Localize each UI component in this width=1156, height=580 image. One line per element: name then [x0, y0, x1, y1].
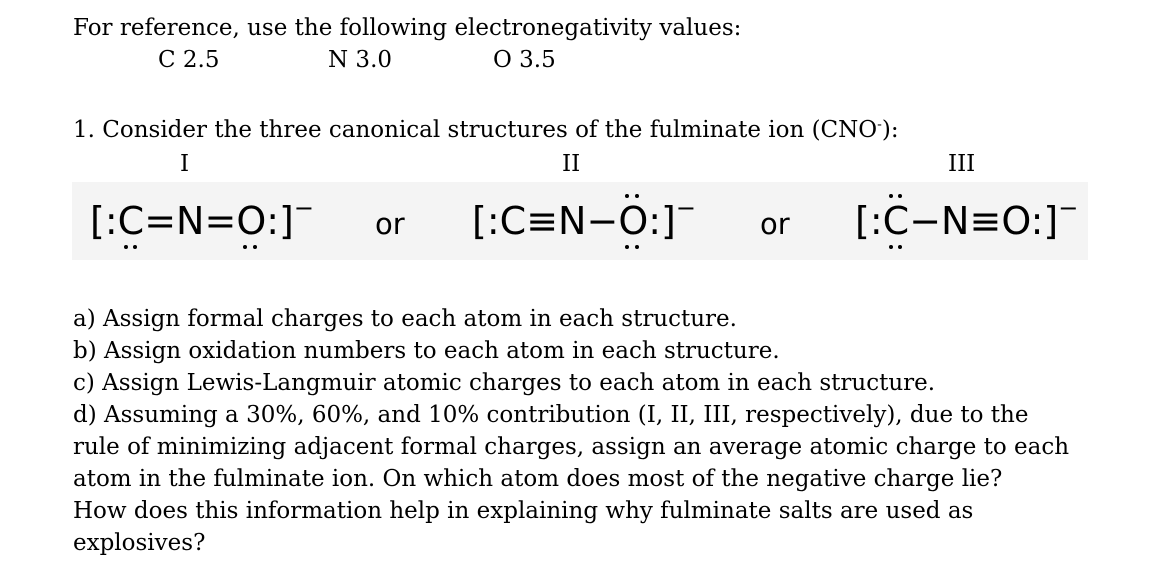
question-prefix: 1. Consider the three canonical structures of the fulminate ion (CNO: [73, 117, 878, 143]
s1-charge: −: [293, 194, 314, 222]
part-c: c) Assign Lewis-Langmuir atomic charges to each atom in each structure.: [73, 370, 936, 396]
part-d-line-4: How does this information help in explaining why fulminate salts are used as: [73, 498, 974, 524]
part-b: b) Assign oxidation numbers to each atom in each structure.: [73, 338, 780, 364]
s2-bond-1: ≡: [526, 199, 559, 243]
electronegativity-c: C 2.5: [158, 47, 220, 73]
s3-carbon: C: [883, 182, 910, 260]
part-a: a) Assign formal charges to each atom in each structure.: [73, 306, 737, 332]
structure-1: [:C =N=O :]−: [90, 182, 314, 260]
s2-nitrogen: N: [558, 199, 587, 243]
part-d-line-3: atom in the fulminate ion. On which atom does most of the negative charge lie?: [73, 466, 1003, 492]
s3-nitrogen: N: [941, 199, 970, 243]
s1-carbon: C: [118, 182, 145, 260]
or-separator-1: or: [375, 207, 405, 241]
s2-carbon: C: [499, 199, 527, 243]
electronegativity-o: O 3.5: [493, 47, 556, 73]
s1-nitrogen: N: [176, 199, 205, 243]
electronegativity-n: N 3.0: [328, 47, 393, 73]
structure-2: [:C≡N−O :]−: [472, 182, 696, 260]
structure-label-2: II: [562, 151, 581, 177]
structure-label-3: III: [948, 151, 976, 177]
s1-oxygen: O: [236, 182, 266, 260]
s3-charge: −: [1058, 194, 1079, 222]
s2-oxygen: O: [618, 182, 648, 260]
s2-bond-2: −: [586, 199, 619, 243]
s1-bond-2: =: [204, 199, 237, 243]
structure-label-1: I: [180, 151, 190, 177]
part-d-line-2: rule of minimizing adjacent formal charges, assign an average atomic charge to each: [73, 434, 1070, 460]
or-separator-2: or: [760, 207, 790, 241]
question-suffix: ):: [881, 117, 899, 143]
s2-charge: −: [675, 194, 696, 222]
part-d-line-1: d) Assuming a 30%, 60%, and 10% contribution (I, II, III, respectively), due to the: [73, 402, 1029, 428]
s3-oxygen: O: [1001, 199, 1031, 243]
s3-bond-2: ≡: [969, 199, 1002, 243]
structure-3: [:C −N≡O:]−: [855, 182, 1078, 260]
s1-bond-1: =: [144, 199, 177, 243]
s3-bond-1: −: [909, 199, 942, 243]
question-superscript: -: [877, 116, 882, 133]
reference-intro: For reference, use the following electronegativity values:: [73, 15, 742, 41]
question-1: [73, 116, 899, 144]
lewis-structures: [72, 182, 1088, 260]
part-d-line-5: explosives?: [73, 530, 206, 556]
